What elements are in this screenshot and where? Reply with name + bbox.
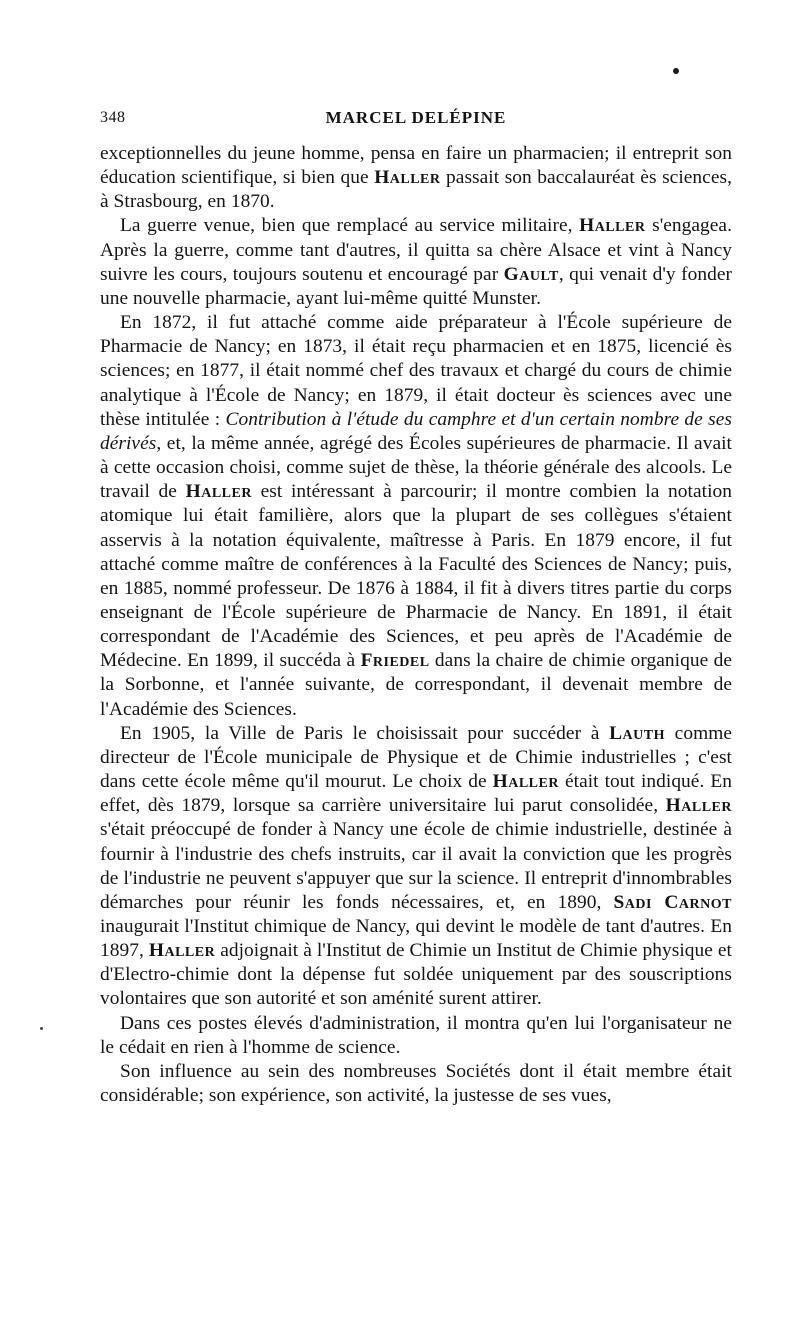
margin-speck xyxy=(40,1027,43,1030)
paragraph xyxy=(100,214,732,311)
text-run: adjoignait à l'Institut de Chimie un Institut de Chimie physique et d'Electro-chimie dont la dépense fut soldée uniquement par des souscriptions volontaires que son autorité et son aménité surent attirer. xyxy=(100,940,732,1010)
body-text xyxy=(100,142,732,1108)
person-name: Haller xyxy=(185,481,252,503)
text-run: comme directeur de l'École municipale de Physique et de Chimie industrielles ; c'est dans cette école même qu'il mourut. Le choix de xyxy=(100,722,732,793)
thesis-title: Contribution à l'étude du camphre et d'un certain nombre de ses dérivés xyxy=(100,408,732,454)
text-run: , qui venait d'y fonder une nouvelle pharmacie, ayant lui-même quitté Munster. xyxy=(100,263,732,309)
person-name: Haller xyxy=(374,167,441,189)
person-name: Haller xyxy=(492,771,559,793)
text-run: est intéressant à parcourir; il montre combien la notation atomique lui était familière, alors que la plupart de ses collègues s'étaient asservis à la notation équivalente, maîtresse à Paris. En 1879 encore, il fut attaché comme maître de conférences à la Faculté des Sciences de Nancy; puis, en 1885, nommé professeur. De 1876 à 1884, il fit à divers titres partie du corps enseignant de l'École supérieure de Pharmacie de Nancy. En 1891, il était correspondant de l'Académie des Sciences, et peu après de l'Académie de Médecine. En 1899, il succéda à xyxy=(100,481,732,672)
text-run: dans la chaire de chimie organique de la Sorbonne, et l'année suivante, de correspondant, il devenait membre de l'Académie des Sciences. xyxy=(100,650,732,720)
running-head: MARCEL DELÉPINE xyxy=(325,108,507,127)
text-run: s'engagea. Après la guerre, comme tant d'autres, il quitta sa chère Alsace et vint à Nancy suivre les cours, toujours soutenu et encouragé par xyxy=(100,215,732,285)
paragraph xyxy=(100,142,732,214)
text-run: Dans ces postes élevés d'administration, il montra qu'en lui l'organisateur ne le cédait en rien à l'homme de science. xyxy=(100,1012,732,1058)
text-run: En 1872, il fut attaché comme aide préparateur à l'École supérieure de Pharmacie de Nancy; en 1873, il était reçu pharmacien et en 1875, licencié ès sciences; en 1877, il était nommé chef des travaux et chargé du cours de chimie analytique à l'École de Nancy; en 1879, il était docteur ès sciences avec une thèse intitulée : xyxy=(100,312,732,430)
person-name: Sadi Carnot xyxy=(613,891,732,913)
person-name: Friedel xyxy=(360,650,430,672)
paragraph xyxy=(100,722,732,1012)
text-run: s'était préoccupé de fonder à Nancy une école de chimie industrielle, destinée à fournir à l'industrie des chefs instruits, car il avait la conviction que les progrès de l'industrie ne peuvent s'appuyer que sur la science. Il entreprit d'innombrables démarches pour réunir les fonds nécessaires, et, en 1890, xyxy=(100,819,732,913)
person-name: Lauth xyxy=(609,722,665,744)
print-speck xyxy=(673,68,679,74)
text-run: était tout indiqué. En effet, dès 1879, lorsque sa carrière universitaire lui parut consolidée, xyxy=(100,771,732,817)
page-header xyxy=(100,105,732,135)
text-run: passait son baccalauréat ès sciences, à Strasbourg, en 1870. xyxy=(100,167,732,213)
person-name: Haller xyxy=(148,940,216,962)
person-name: Gault xyxy=(503,263,559,285)
text-run: La guerre venue, bien que remplacé au service militaire, xyxy=(120,215,580,237)
text-run: , et, la même année, agrégé des Écoles supérieures de pharmacie. Il avait à cette occasion choisi, comme sujet de thèse, la théorie générale des alcools. Le travail de xyxy=(100,432,732,503)
person-name: Haller xyxy=(579,215,646,237)
paragraph xyxy=(100,1060,732,1108)
person-name: Haller xyxy=(665,795,732,817)
text-run: exceptionnelles du jeune homme, pensa en faire un pharmacien; il entreprit son éducation scientifique, si bien que xyxy=(100,143,732,189)
paragraph xyxy=(100,1012,732,1060)
paragraph xyxy=(100,311,732,722)
text-run: inaugurait l'Institut chimique de Nancy, qui devint le modèle de tant d'autres. En 1897, xyxy=(100,916,732,962)
text-run: En 1905, la Ville de Paris le choisissait pour succéder à xyxy=(120,722,610,744)
text-run: Son influence au sein des nombreuses Sociétés dont il était membre était considérable; son expérience, son activité, la justesse de ses vues, xyxy=(100,1060,732,1107)
page-number: 348 xyxy=(100,109,126,126)
